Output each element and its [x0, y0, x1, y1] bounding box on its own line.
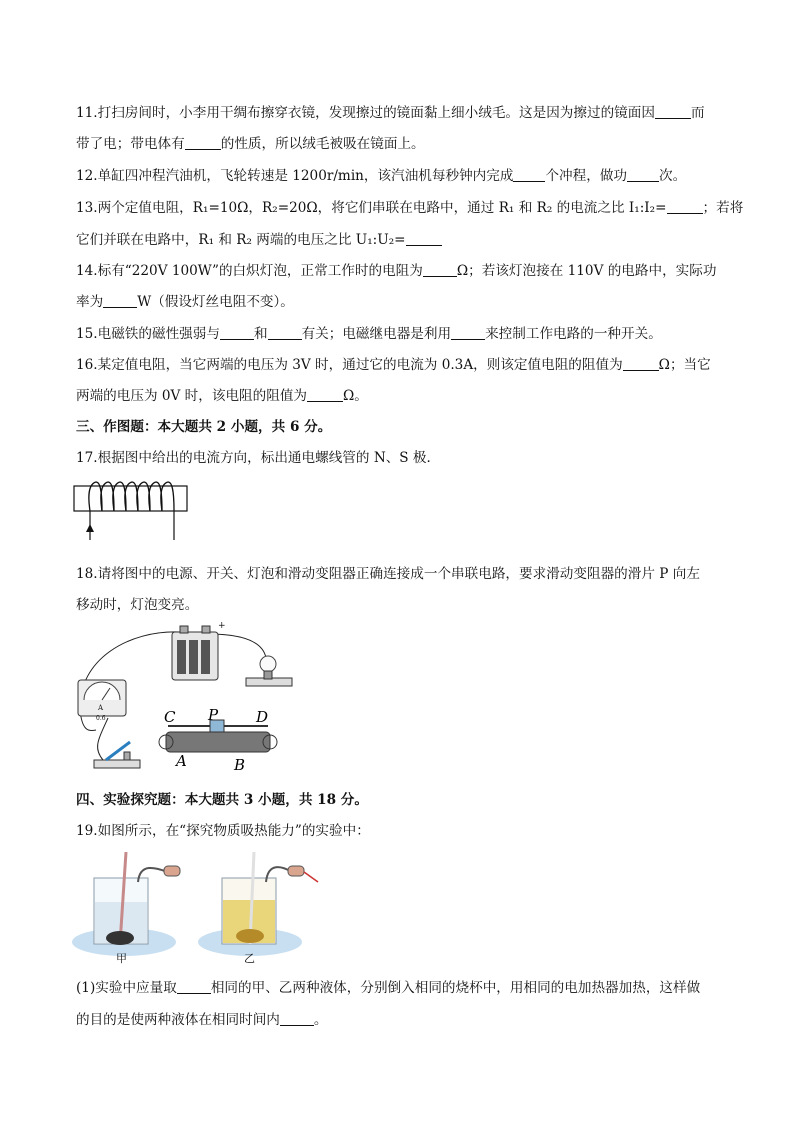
answer-blank[interactable]	[655, 104, 691, 119]
q19-text: (1)实验中应量取	[76, 980, 177, 996]
answer-blank[interactable]	[220, 325, 254, 340]
answer-blank[interactable]	[627, 167, 659, 182]
label-c: C	[164, 708, 176, 726]
q16-text: Ω。	[343, 388, 368, 404]
solenoid-core	[74, 486, 187, 511]
lamp	[246, 656, 292, 686]
label-a: A	[176, 752, 187, 770]
q11-line2	[76, 135, 425, 153]
q16-text: Ω；当它	[658, 357, 711, 373]
answer-blank[interactable]	[185, 135, 221, 150]
q11-line1	[76, 104, 705, 122]
answer-blank[interactable]	[451, 325, 485, 340]
q16-line1	[76, 356, 711, 374]
q16-line2	[76, 387, 368, 405]
q12-text: 12.单缸四冲程汽油机，飞轮转速是 1200r/min，该汽油机每秒钟内完成	[76, 168, 514, 184]
q13-text: 13.两个定值电阻，R₁=10Ω，R₂=20Ω，将它们串联在电路中，通过 R₁ 和 R₂ 的电流之比 I₁:I₂=	[76, 200, 667, 216]
q19-intro: 19.如图所示，在“探究物质吸热能力”的实验中：	[76, 823, 370, 839]
battery-plus-label: +	[218, 621, 226, 631]
q13-text: 它们并联在电路中，R₁ 和 R₂ 两端的电压之比 U₁:U₂=	[76, 232, 406, 248]
answer-blank[interactable]	[177, 979, 211, 994]
section-heading: 四、实验探究题：本大题共 3 小题，共 18 分。	[76, 792, 368, 808]
q11-text: 而	[690, 105, 705, 121]
q13-line2	[76, 231, 442, 249]
answer-blank[interactable]	[406, 231, 442, 246]
q12-line	[76, 167, 686, 185]
beaker-left	[94, 852, 180, 945]
battery	[172, 621, 226, 680]
answer-blank[interactable]	[103, 293, 137, 308]
q15-text: 来控制工作电路的一种开关。	[485, 326, 662, 342]
q14-text: 率为	[76, 294, 104, 310]
q15-text: 和	[253, 326, 268, 342]
q19-p1	[76, 979, 700, 997]
label-b: B	[234, 756, 246, 774]
q12-text: 次。	[659, 168, 687, 184]
q12-text: 个冲程，做功	[545, 168, 628, 184]
q11-text: 的性质，所以绒毛被吸在镜面上。	[220, 136, 425, 152]
q14-text: W（假设灯丝电阻不变）。	[137, 294, 294, 310]
q19-p2	[76, 1011, 328, 1029]
answer-blank[interactable]	[513, 167, 545, 182]
beakers-figure	[70, 852, 330, 968]
answer-blank[interactable]	[423, 262, 457, 277]
label-d: D	[256, 708, 269, 726]
answer-blank[interactable]	[268, 325, 302, 340]
current-arrow-icon	[86, 524, 94, 532]
q11-text: 11.打扫房间时，小李用干绸布擦穿衣镜，发现擦过的镜面黏上细小绒毛。这是因为擦过的镜面因	[76, 105, 655, 121]
q13-text: ；若将	[702, 200, 744, 216]
beaker-label-right: 乙	[244, 952, 255, 965]
ammeter-terminal-label: 0.6	[96, 715, 106, 722]
section-heading: 三、作图题：本大题共 2 小题，共 6 分。	[76, 419, 332, 435]
q15-text: 15.电磁铁的磁性强弱与	[76, 326, 220, 342]
q14-line2	[76, 293, 294, 311]
q14-text: 14.标有“220V 100W”的白炽灯泡，正常工作时的电阻为	[76, 263, 423, 279]
q18-line1: 18.请将图中的电源、开关、灯泡和滑动变阻器正确连接成一个串联电路，要求滑动变阻器的滑片 P 向左	[76, 566, 700, 582]
q13-line1	[76, 199, 743, 217]
q15-text: 有关；电磁继电器是利用	[301, 326, 452, 342]
switch	[94, 742, 140, 768]
q19-text: 。	[313, 1012, 328, 1028]
ammeter	[78, 680, 126, 722]
solenoid-figure	[72, 480, 194, 542]
q18-line2: 移动时，灯泡变亮。	[76, 597, 199, 613]
q15-line	[76, 325, 662, 343]
wire	[98, 718, 108, 760]
q11-text: 带了电；带电体有	[76, 136, 185, 152]
q16-text: 16.某定值电阻，当它两端的电压为 3V 时，通过它的电流为 0.3A，则该定值电阻的阻值为	[76, 357, 623, 373]
answer-blank[interactable]	[280, 1011, 314, 1026]
beaker-label-left: 甲	[116, 952, 127, 965]
ammeter-letter: A	[98, 704, 104, 712]
q19-text: 相同的甲、乙两种液体，分别倒入相同的烧杯中，用相同的电加热器加热，这样做	[210, 980, 701, 996]
answer-blank[interactable]	[307, 387, 343, 402]
q17-text: 17.根据图中给出的电流方向，标出通电螺线管的 N、S 极．	[76, 450, 441, 466]
q14-text: Ω；若该灯泡接在 110V 的电路中，实际功	[456, 263, 717, 279]
circuit-figure	[68, 620, 308, 776]
label-p: P	[208, 706, 219, 724]
beaker-right	[222, 852, 318, 944]
q14-line1	[76, 262, 716, 280]
answer-blank[interactable]	[623, 356, 659, 371]
q19-text: 的目的是使两种液体在相同时间内	[76, 1012, 280, 1028]
answer-blank[interactable]	[667, 199, 703, 214]
q16-text: 两端的电压为 0V 时，该电阻的阻值为	[76, 388, 308, 404]
